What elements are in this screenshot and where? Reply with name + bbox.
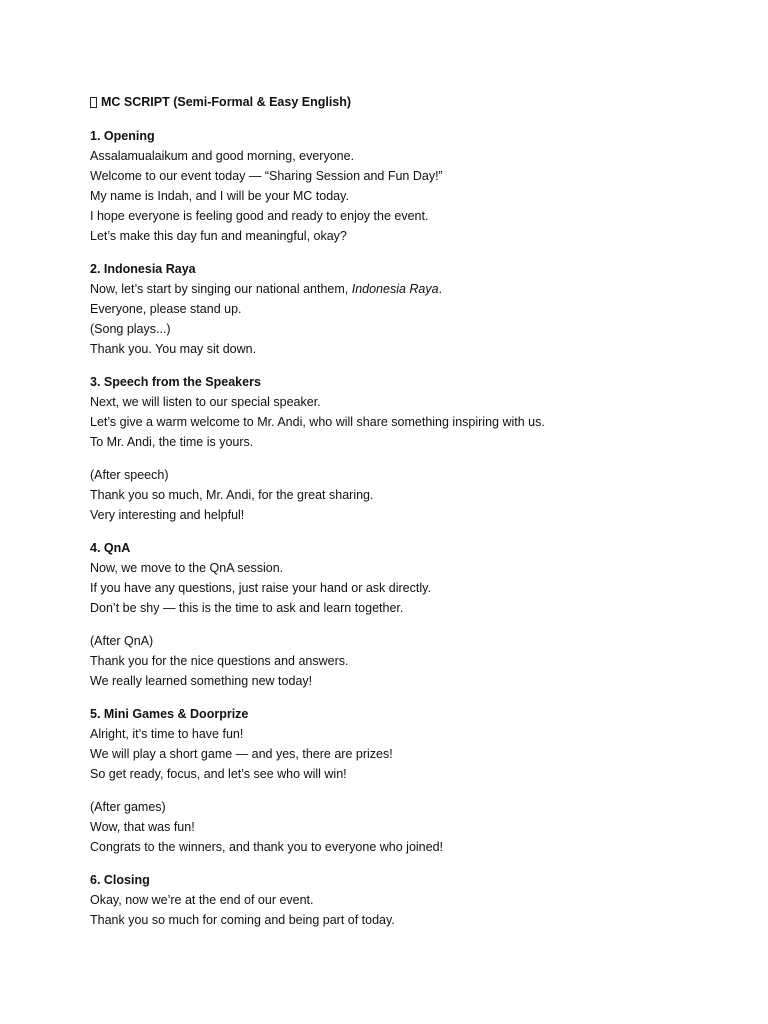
script-line: (Song plays...)	[90, 322, 171, 336]
script-line: Let’s give a warm welcome to Mr. Andi, who will share something inspiring with us.	[90, 415, 545, 429]
script-line: Don’t be shy — this is the time to ask and learn together.	[90, 601, 404, 615]
section-heading: 2. Indonesia Raya	[90, 262, 196, 276]
section-mini-games	[90, 704, 730, 857]
script-line: If you have any questions, just raise your hand or ask directly.	[90, 581, 431, 595]
section-heading: 1. Opening	[90, 129, 155, 143]
script-line: Next, we will listen to our special speaker.	[90, 395, 321, 409]
paragraph-gap	[90, 618, 730, 631]
script-line: (After games)	[90, 800, 166, 814]
script-line: (After speech)	[90, 468, 169, 482]
script-line: Let’s make this day fun and meaningful, okay?	[90, 229, 347, 243]
line-text: .	[438, 282, 443, 296]
section-speech	[90, 372, 730, 525]
missing-glyph-icon	[90, 97, 97, 108]
document-page	[90, 93, 730, 943]
section-heading: 5. Mini Games & Doorprize	[90, 707, 249, 721]
document-title-text: MC SCRIPT (Semi-Formal & Easy English)	[101, 95, 352, 109]
section-heading: 6. Closing	[90, 873, 150, 887]
anthem-title: Indonesia Raya	[351, 282, 439, 296]
script-line: Very interesting and helpful!	[90, 508, 245, 522]
script-line: Wow, that was fun!	[90, 820, 195, 834]
script-line: We really learned something new today!	[90, 674, 313, 688]
section-qna	[90, 538, 730, 691]
script-line: Thank you so much, Mr. Andi, for the great sharing.	[90, 488, 374, 502]
section-closing	[90, 870, 730, 930]
script-line: (After QnA)	[90, 634, 154, 648]
script-line: Welcome to our event today — “Sharing Session and Fun Day!”	[90, 169, 443, 183]
script-line: Thank you for the nice questions and answers.	[90, 654, 349, 668]
script-line: Congrats to the winners, and thank you to everyone who joined!	[90, 840, 443, 854]
script-line: So get ready, focus, and let’s see who will win!	[90, 767, 347, 781]
script-line	[90, 279, 730, 299]
script-line: My name is Indah, and I will be your MC today.	[90, 189, 349, 203]
paragraph-gap	[90, 452, 730, 465]
script-line: Assalamualaikum and good morning, everyone.	[90, 149, 355, 163]
document-title	[90, 93, 730, 111]
section-opening	[90, 126, 730, 246]
script-line: Okay, now we’re at the end of our event.	[90, 893, 314, 907]
script-line: Now, we move to the QnA session.	[90, 561, 284, 575]
line-text: Now, let’s start by singing our national anthem,	[90, 282, 352, 296]
script-line: Thank you so much for coming and being part of today.	[90, 913, 395, 927]
script-line: Alright, it’s time to have fun!	[90, 727, 244, 741]
section-heading: 4. QnA	[90, 541, 131, 555]
script-line: We will play a short game — and yes, there are prizes!	[90, 747, 393, 761]
paragraph-gap	[90, 784, 730, 797]
section-indonesia-raya	[90, 259, 730, 359]
script-line: I hope everyone is feeling good and ready to enjoy the event.	[90, 209, 429, 223]
script-line: To Mr. Andi, the time is yours.	[90, 435, 254, 449]
script-line: Thank you. You may sit down.	[90, 342, 257, 356]
script-line: Everyone, please stand up.	[90, 302, 242, 316]
section-heading: 3. Speech from the Speakers	[90, 375, 261, 389]
